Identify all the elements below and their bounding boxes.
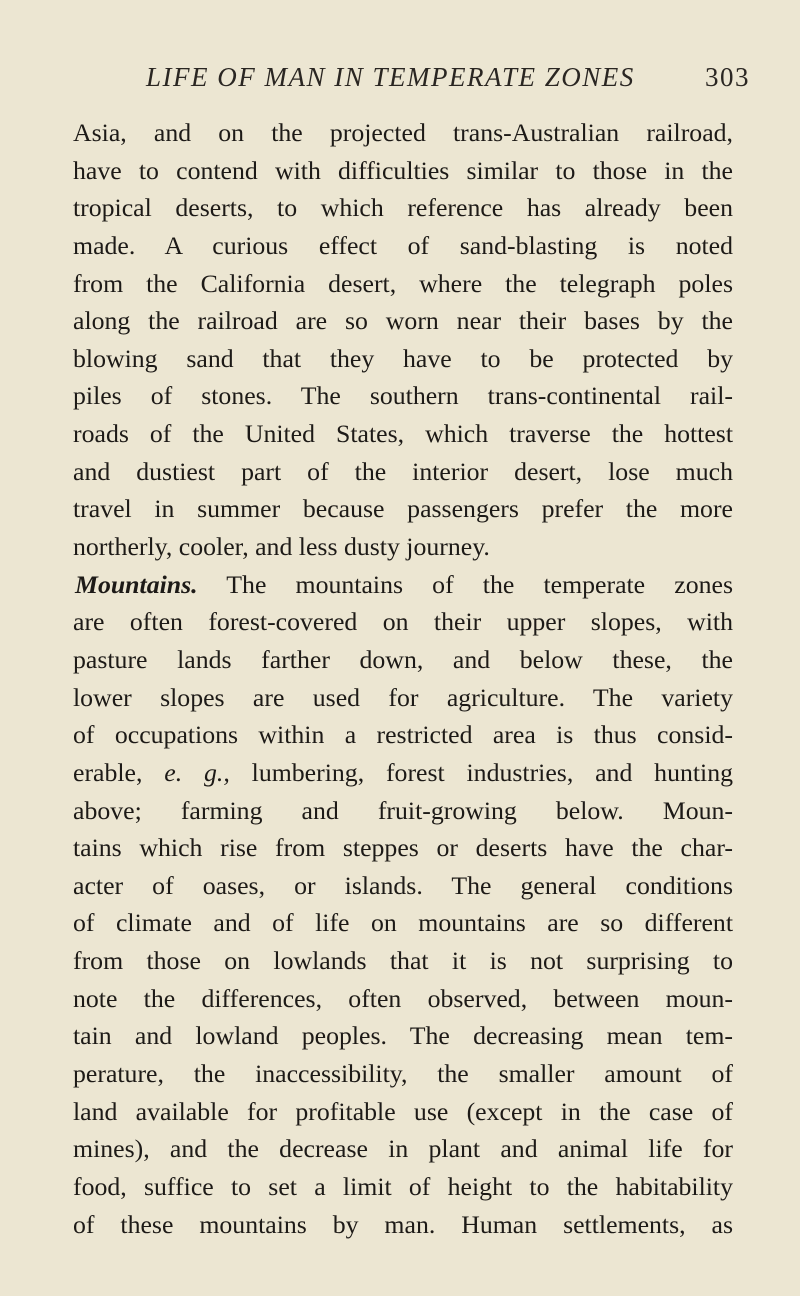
text-line: made. A curious effect of sand-blasting is noted — [73, 230, 733, 260]
text-line: along the railroad are so worn near their bases by the — [73, 306, 733, 336]
text-line: northerly, cooler, and less dusty journey. — [73, 532, 490, 562]
text-line: roads of the United States, which traverse the hottest — [73, 419, 733, 449]
text-line: mines), and the decrease in plant and animal life for — [73, 1134, 733, 1164]
text-fragment: lumbering, forest industries, and hunting — [251, 757, 734, 787]
text-line: and dustiest part of the interior desert, lose much — [73, 456, 733, 486]
text-line: are often forest-covered on their upper slopes, with — [73, 607, 733, 637]
text-line: note the differences, often observed, between moun- — [73, 983, 733, 1013]
text-line: lower slopes are used for agriculture. The variety — [73, 682, 733, 712]
body-text — [73, 114, 733, 1243]
text-line: of occupations within a restricted area is thus consid- — [73, 720, 733, 750]
text-line: from those on lowlands that it is not surprising to — [73, 946, 733, 976]
text-line: pasture lands farther down, and below these, the — [73, 644, 733, 674]
text-line: blowing sand that they have to be protected by — [73, 343, 733, 373]
text-line: tropical deserts, to which reference has already been — [73, 193, 733, 223]
text-fragment: erable, — [73, 757, 143, 787]
running-header — [146, 62, 756, 102]
text-line: of climate and of life on mountains are so different — [73, 908, 733, 938]
page-number: 303 — [705, 62, 750, 92]
text-line: tains which rise from steppes or deserts have the char- — [73, 833, 733, 863]
abbreviation: e. g., — [164, 757, 230, 787]
running-title: LIFE OF MAN IN TEMPERATE ZONES — [146, 62, 635, 92]
paragraph-heading-line — [73, 566, 733, 604]
text-line: Asia, and on the projected trans-Australian railroad, — [73, 118, 733, 147]
section-heading: Mountains. — [75, 569, 198, 599]
text-line: tain and lowland peoples. The decreasing mean tem- — [73, 1021, 733, 1051]
text-line: travel in summer because passengers prefer the more — [73, 494, 733, 524]
text-line: food, suffice to set a limit of height to the habitability — [73, 1171, 733, 1201]
text-line: from the California desert, where the telegraph poles — [73, 268, 733, 298]
text-line: of these mountains by man. Human settlements, as — [73, 1209, 733, 1239]
text-line: land available for profitable use (except in the case of — [73, 1096, 733, 1126]
text-line: above; farming and fruit-growing below. Moun- — [73, 795, 733, 825]
text-line: have to contend with difficulties similar to those in the — [73, 155, 733, 185]
text-fragment: The mountains of the temperate zones — [226, 569, 734, 599]
text-line: acter of oases, or islands. The general conditions — [73, 870, 733, 900]
text-line: piles of stones. The southern trans-continental rail- — [73, 381, 733, 411]
text-line — [73, 754, 733, 792]
text-line: perature, the inaccessibility, the smaller amount of — [73, 1059, 733, 1089]
